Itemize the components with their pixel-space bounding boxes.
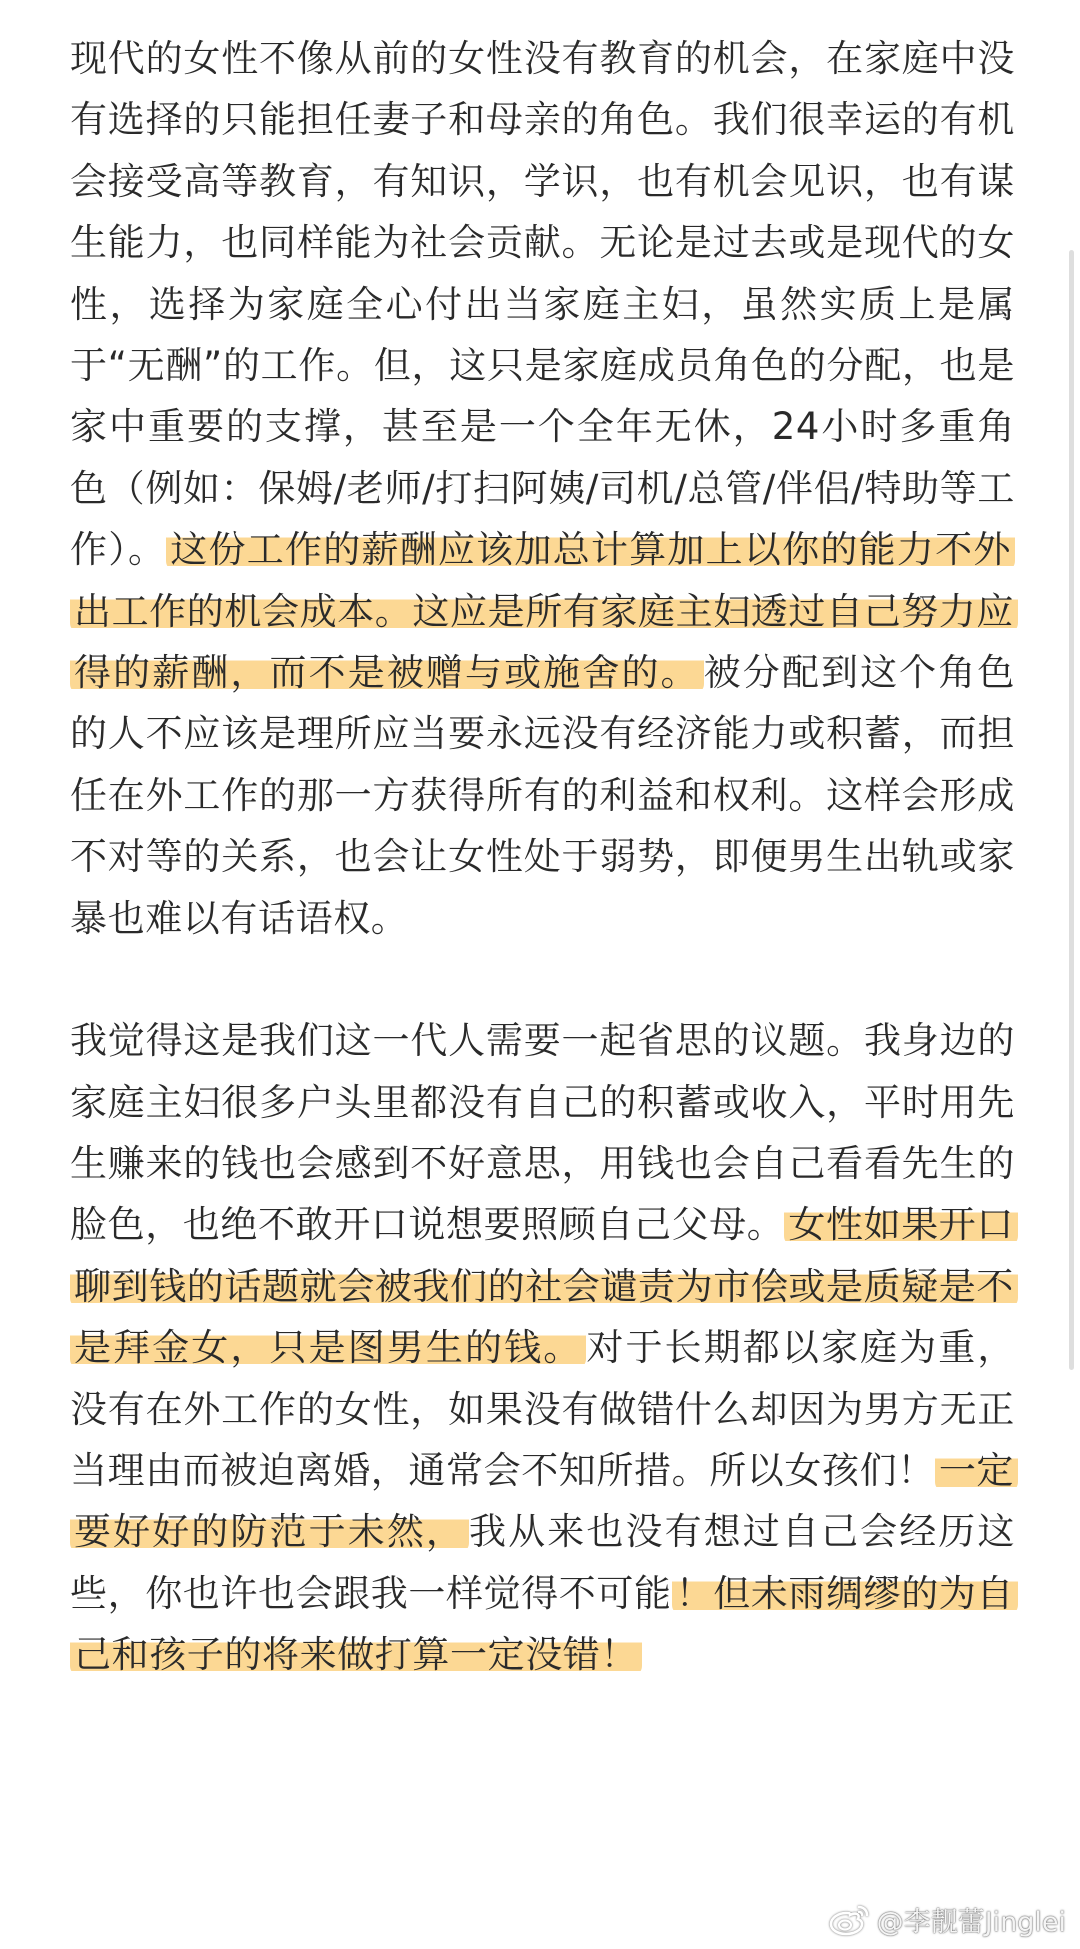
scrollbar[interactable]: [1069, 250, 1074, 1370]
highlighted-text: 一定要好好的防范于未然，: [70, 1449, 1018, 1553]
weibo-logo-icon: [829, 1903, 871, 1937]
text-segment: 我从来也没有想过自己会经历这些，你也许也会跟我一样觉得不可能: [70, 1510, 1015, 1615]
text-segment: 现代的女性不像从前的女性没有教育的机会，在家庭中没有选择的只能担任妻子和母亲的角色。我们很幸运的有机会接受高等教育，有知识，学识，也有机会见识，也有谋生能力，也同样能为社会贡献。无论是过去或是现代的女性，选择为家庭全心付出当家庭主妇，虽然实质上是属于“无酬”的工作。但，这只是家庭成员角色的分配，也是家中重要的支撑，甚至是一个全年无休，24小时多重角色（例如：保姆/老师/打扫阿姨/司机/总管/伴侣/特助等工作）。: [70, 37, 1015, 572]
text-segment: 我觉得这是我们这一代人需要一起省思的议题。我身边的家庭主妇很多户头里都没有自己的积蓄或收入，平时用先生赚来的钱也会感到不好意思，用钱也会自己看看先生的脸色，也绝不敢开口说想要照顾自己父母。: [70, 1019, 1015, 1247]
text-segment: 被分配到这个角色的人不应该是理所应当要永远没有经济能力或积蓄，而担任在外工作的那一方获得所有的利益和权利。这样会形成不对等的关系，也会让女性处于弱势，即便男生出轨或家暴也难以有话语权。: [70, 651, 1015, 940]
highlighted-text: ！但未雨绸缪的为自己和孩子的将来做打算一定没错！: [70, 1572, 1018, 1676]
paragraph-2: [70, 1010, 1015, 1685]
text-segment: 对于长期都以家庭为重，没有在外工作的女性，如果没有做错什么却因为男方无正当理由而被迫离婚，通常会不知所措。所以女孩们！: [70, 1326, 1015, 1492]
highlighted-text: 女性如果开口聊到钱的话题就会被我们的社会谴责为市侩或是质疑是不是拜金女，只是图男生的钱。: [70, 1203, 1018, 1369]
watermark: [829, 1900, 1066, 1939]
watermark-handle: @李靓蕾Jinglei: [876, 1907, 1066, 1938]
paragraph-1: [70, 28, 1015, 949]
highlighted-text: 这份工作的薪酬应该加总计算加上以你的能力不外出工作的机会成本。这应是所有家庭主妇透过自己努力应得的薪酬，而不是被赠与或施舍的。: [70, 528, 1018, 694]
post-body: [70, 28, 1015, 1686]
